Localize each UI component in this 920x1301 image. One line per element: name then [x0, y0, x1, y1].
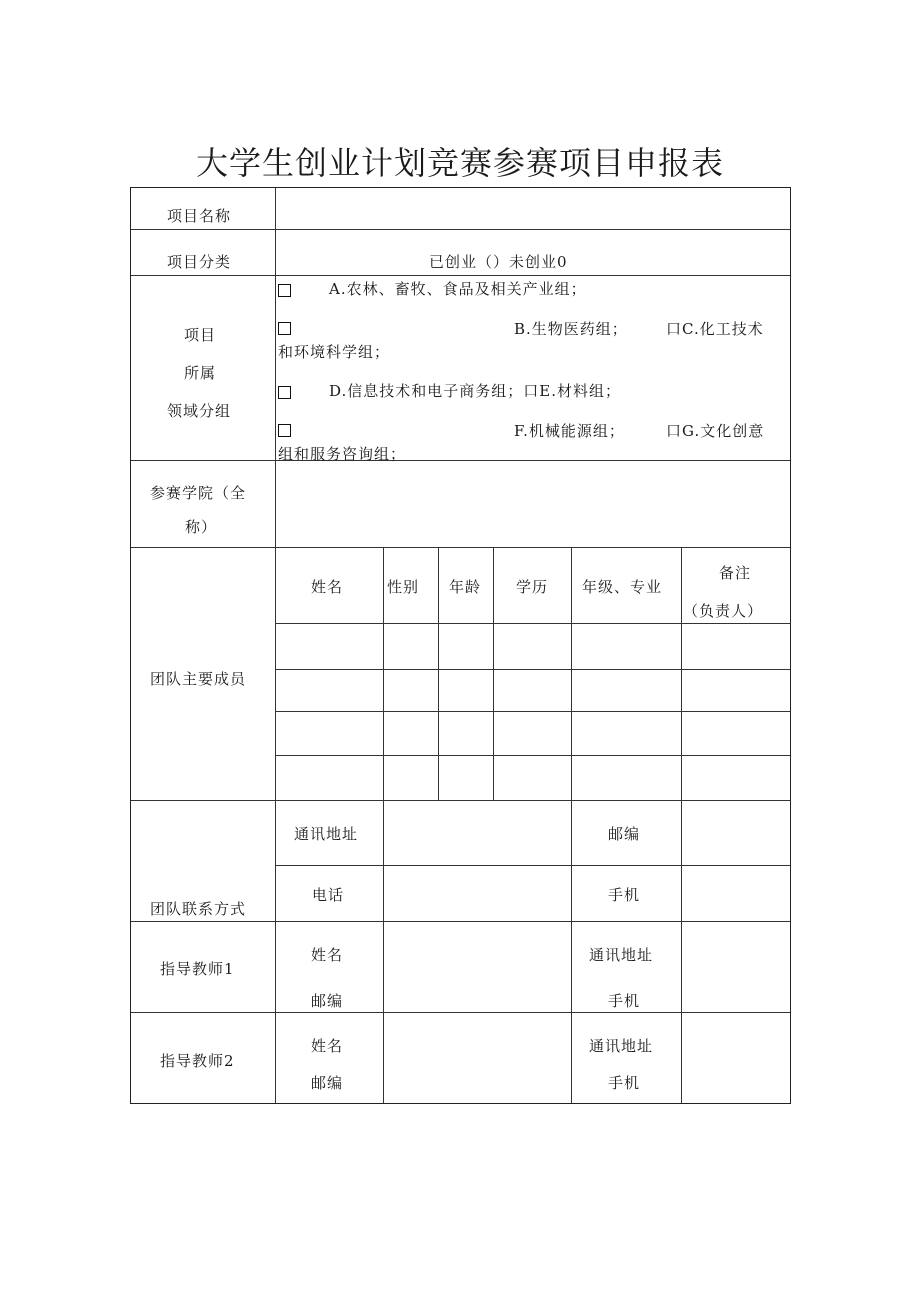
team-members-label: 团队主要成员: [150, 670, 247, 688]
column-divider: [681, 547, 682, 800]
team-header-note-sub: （负责人）: [683, 602, 764, 620]
field-option-d-text: D.信息技术和电子商务组；口E.材料组；: [329, 382, 621, 400]
college-label-line2: 称）: [185, 518, 218, 536]
contact-address-label: 通讯地址: [294, 825, 359, 843]
column-divider: [275, 188, 276, 1103]
column-divider: [438, 547, 439, 800]
form-title: 大学生创业计划竞赛参赛项目申报表: [195, 144, 724, 182]
checkbox-icon[interactable]: [278, 424, 291, 437]
field-option-f-text: F.机械能源组；: [514, 422, 625, 440]
row-divider: [275, 755, 790, 756]
column-divider: [493, 547, 494, 800]
team-contact-label: 团队联系方式: [150, 900, 247, 918]
advisor1-mobile-label: 手机: [608, 992, 641, 1010]
project-name-field[interactable]: [281, 200, 781, 222]
team-header-age: 年龄: [449, 578, 482, 596]
project-category-options[interactable]: 已创业（）未创业0: [429, 253, 568, 271]
college-label-line1: 参赛学院（全: [150, 484, 247, 502]
advisor1-address-label: 通讯地址: [589, 946, 654, 964]
field-option-d[interactable]: [278, 380, 621, 401]
column-divider: [383, 547, 384, 800]
team-header-grade-major: 年级、专业: [582, 578, 663, 596]
contact-mobile-label: 手机: [608, 886, 641, 904]
advisor2-name-label: 姓名: [311, 1037, 344, 1055]
row-divider: [131, 275, 790, 276]
field-option-g-text-cont: 组和服务咨询组；: [278, 445, 407, 463]
row-divider: [131, 229, 790, 230]
row-divider: [131, 1012, 790, 1013]
advisor2-mobile-label: 手机: [608, 1074, 641, 1092]
project-name-label: 项目名称: [167, 207, 232, 225]
row-divider: [131, 921, 790, 922]
field-option-g-text[interactable]: 口G.文化创意: [666, 422, 765, 440]
row-divider: [275, 865, 790, 866]
project-category-label: 项目分类: [167, 253, 232, 271]
row-divider: [131, 547, 790, 548]
checkbox-icon[interactable]: [278, 284, 291, 297]
field-option-c-text-cont: 和环境科学组；: [278, 343, 391, 361]
advisor1-label: 指导教师1: [160, 960, 235, 978]
field-option-b-text: B.生物医药组；: [514, 320, 628, 338]
team-header-note: 备注: [719, 564, 752, 582]
column-divider: [571, 800, 572, 1103]
team-header-gender: 性别: [387, 578, 420, 596]
contact-postcode-label: 邮编: [608, 825, 641, 843]
advisor2-label: 指导教师2: [160, 1052, 235, 1070]
team-header-education: 学历: [516, 578, 549, 596]
row-divider: [275, 623, 790, 624]
advisor1-name-label: 姓名: [311, 946, 344, 964]
advisor2-address-label: 通讯地址: [589, 1037, 654, 1055]
team-header-name: 姓名: [311, 578, 344, 596]
field-option-f[interactable]: [278, 420, 295, 438]
field-group-label-line1: 项目: [184, 326, 217, 344]
row-divider: [275, 711, 790, 712]
checkbox-icon[interactable]: [278, 322, 291, 335]
field-option-a[interactable]: [278, 278, 587, 299]
field-option-b[interactable]: [278, 318, 295, 336]
contact-phone-label: 电话: [312, 886, 345, 904]
application-form-table: [130, 187, 791, 1104]
advisor1-postcode-label: 邮编: [311, 992, 344, 1010]
field-group-label-line3: 领域分组: [167, 402, 232, 420]
checkbox-icon[interactable]: [278, 386, 291, 399]
column-divider: [571, 547, 572, 800]
advisor2-postcode-label: 邮编: [311, 1074, 344, 1092]
field-option-c-text[interactable]: 口C.化工技术: [666, 320, 764, 338]
row-divider: [275, 669, 790, 670]
column-divider: [383, 800, 384, 1103]
field-group-label-line2: 所属: [184, 364, 217, 382]
field-option-a-text: A.农林、畜牧、食品及相关产业组；: [329, 280, 587, 298]
row-divider: [131, 460, 790, 461]
row-divider: [131, 800, 790, 801]
column-divider: [681, 800, 682, 1103]
